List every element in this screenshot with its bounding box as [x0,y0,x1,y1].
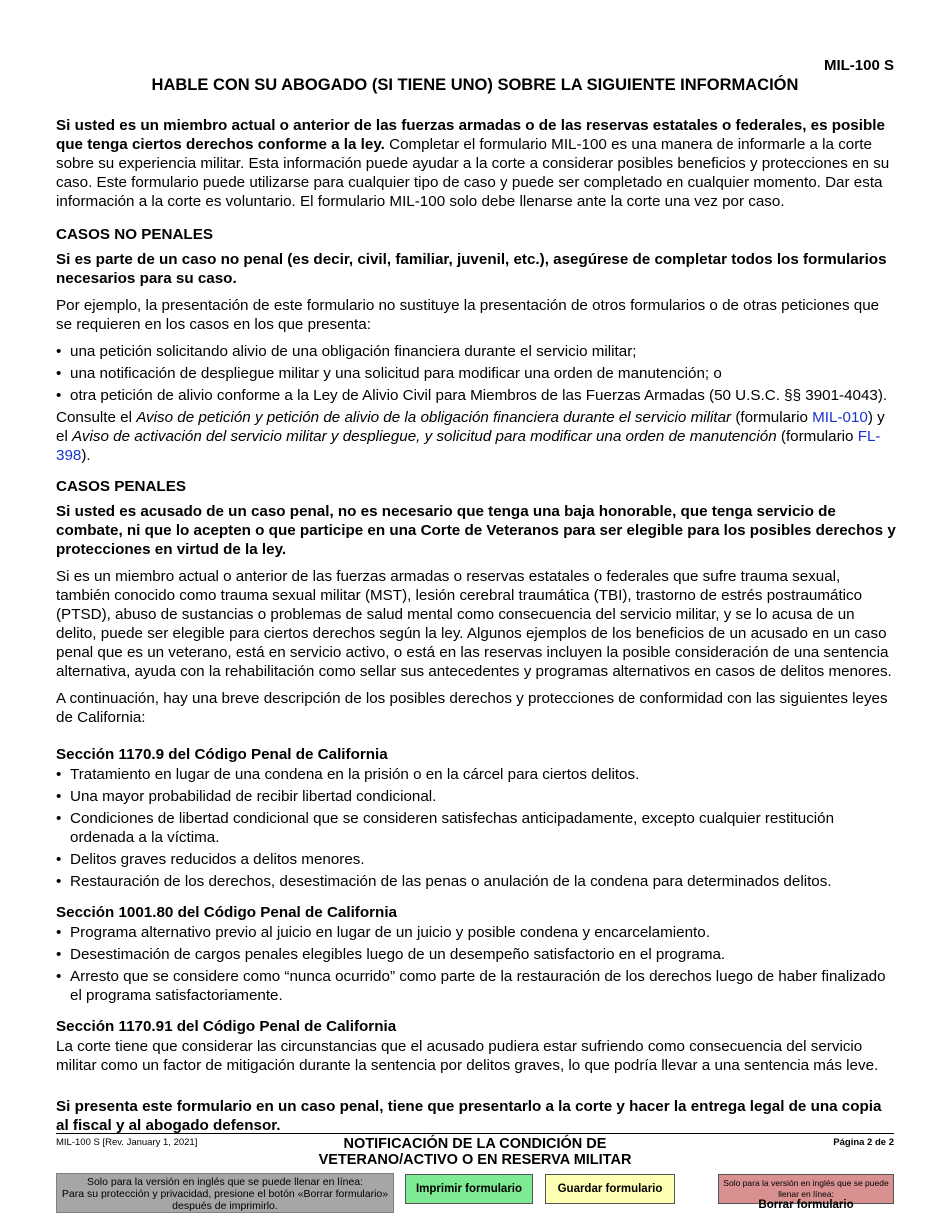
link-mil-010[interactable]: MIL-010 [812,409,868,426]
heading-penales: CASOS PENALES [56,478,186,495]
list-item: • Programa alternativo previo al juicio en lugar de un juicio y posible condena y encarcelamiento. [56,923,898,942]
no-penales-para: Por ejemplo, la presentación de este formulario no sustituye la presentación de otros formularios o de otras peticiones que se requieren en los casos en los que presenta: [56,297,880,333]
form-id: MIL-100 S [823,57,894,74]
section-title-1001-80: Sección 1001.80 del Código Penal de California [56,904,397,921]
form-revision: MIL-100 S [Rev. January 1, 2021] [56,1137,198,1148]
consult-paragraph [56,408,898,465]
penales-bold: Si usted es acusado de un caso penal, no es necesario que tenga una baja honorable, que tenga servicio de combate, ni que lo acepten o que participe en una Corte de Veteranos para ser elegible para los posibles derechos y protecciones en virtud de la ley. [56,503,896,558]
clear-form-label: Borrar formulario [758,1199,854,1211]
footer-title-line2: VETERANO/ACTIVO O EN RESERVA MILITAR [318,1152,632,1168]
footer-title-line1: NOTIFICACIÓN DE LA CONDICIÓN DE [343,1136,607,1152]
footer-divider [56,1133,894,1134]
page-number: Página 2 de 2 [833,1137,894,1148]
consult-italic: Aviso de petición y petición de alivio de la obligación financiera durante el servicio militar [136,409,732,426]
penales-para2: A continuación, hay una breve descripción de los posibles derechos y protecciones de conformidad con las siguientes leyes de California: [56,690,888,726]
intro-bold: Si usted es un miembro actual o anterior de las fuerzas armadas o de las reservas estatales o federales, es posible que tenga ciertos derechos conforme a la ley. [56,117,885,153]
privacy-notice [56,1173,394,1213]
consult-text: (formulario [731,409,813,426]
consult-text: Consulte el [56,409,137,426]
list-item: • Restauración de los derechos, desestimación de las penas o anulación de la condena para determinados delitos. [56,872,898,891]
list-item: • Tratamiento en lugar de una condena en la prisión o en la cárcel para ciertos delitos. [56,765,898,784]
closing-note: Si presenta este formulario en un caso penal, tiene que presentarlo a la corte y hacer la entrega legal de una copia al fiscal y al abogado defensor. [56,1098,882,1134]
section-1170-9-list [56,765,898,891]
list-item: • Condiciones de libertad condicional que se consideren satisfechas anticipadamente, excepto cualquier restitución ordenada a la víctima. [56,809,898,847]
no-penales-bold: Si es parte de un caso no penal (es decir, civil, familiar, juvenil, etc.), asegúrese de completar todos los formularios necesarios para su caso. [56,251,887,287]
penales-para1: Si es un miembro actual o anterior de las fuerzas armadas o reservas estatales o federales que sufre trauma sexual, también conocido como trauma sexual militar (MST), lesión cerebral traumática (TBI), trastorno de estrés postraumático (PTSD), abuso de sustancias o problemas de salud mental como consecuencia del servicio militar, y se lo acusa de un delito, puede ser elegible para ciertos derechos según la ley. Algunos ejemplos de los beneficios de un acusado en un caso penal que es un veterano, está en servicio activo, o está en las reservas incluyen la posible consideración de una sentencia alternativa, ayuda con la rehabilitación como sellar sus antecedentes y programas alternativos en casos de delitos menores. [56,568,892,680]
intro-paragraph [56,116,898,211]
consult-text: (formulario [776,428,858,445]
list-item: • Una mayor probabilidad de recibir libertad condicional. [56,787,898,806]
link-fl-398[interactable]: FL-398 [56,428,881,464]
list-item: • otra petición de alivio conforme a la Ley de Alivio Civil para Miembros de las Fuerzas Armadas (50 U.S.C. §§ 3901-4043). [56,386,898,405]
list-item: • una petición solicitando alivio de una obligación financiera durante el servicio militar; [56,342,898,361]
page-title: HABLE CON SU ABOGADO (SI TIENE UNO) SOBRE LA SIGUIENTE INFORMACIÓN [151,76,799,94]
privacy-notice-line1: Solo para la versión en inglés que se puede llenar en línea: [86,1176,364,1188]
section-title-1170-9: Sección 1170.9 del Código Penal de California [56,746,388,763]
clear-form-note: Solo para la versión en inglés que se puede llenar en línea: [723,1178,889,1199]
consult-text: ). [81,447,91,464]
save-form-button[interactable]: Guardar formulario [545,1174,675,1204]
print-form-button[interactable]: Imprimir formulario [405,1174,533,1204]
list-item: • Desestimación de cargos penales elegibles luego de un desempeño satisfactorio en el programa. [56,945,898,964]
heading-no-penales: CASOS NO PENALES [56,226,213,243]
no-penales-list [56,342,898,405]
section-1001-80-list [56,923,898,1005]
form-body [56,116,898,1143]
footer-title [56,1136,894,1168]
section-title-1170-91: Sección 1170.91 del Código Penal de California [56,1018,397,1035]
consult-italic: Aviso de activación del servicio militar y despliegue, y solicitud para modificar una orden de manutención [72,428,777,445]
privacy-notice-line3: después de imprimirlo. [172,1200,278,1212]
intro-text: Completar el formulario MIL-100 es una manera de informarle a la corte sobre su experiencia militar. Esta información puede ayudar a la corte a considerar posibles beneficios y protecciones en su caso. Este formulario puede utilizarse para cualquier tipo de caso y puede ser completado en cualquier momento. Dar esta información a la corte es voluntario. El formulario MIL-100 solo debe llenarse ante la corte una vez por caso. [56,136,890,210]
privacy-notice-line2: Para su protección y privacidad, presione el botón «Borrar formulario» [61,1188,389,1200]
list-item: • Delitos graves reducidos a delitos menores. [56,850,898,869]
clear-form-button[interactable] [718,1174,894,1211]
list-item: • una notificación de despliegue militar y una solicitud para modificar una orden de manutención; o [56,364,898,383]
section-1170-91-text: La corte tiene que considerar las circunstancias que el acusado pudiera estar sufriendo como consecuencia del servicio militar como un factor de mitigación durante la sentencia por delitos graves, lo que podría llevar a una sentencia más leve. [56,1038,879,1074]
consult-text: ) y el [56,409,885,445]
list-item: • Arresto que se considere como “nunca ocurrido” como parte de la restauración de los derechos luego de haber finalizado el programa satisfactoriamente. [56,967,898,1005]
